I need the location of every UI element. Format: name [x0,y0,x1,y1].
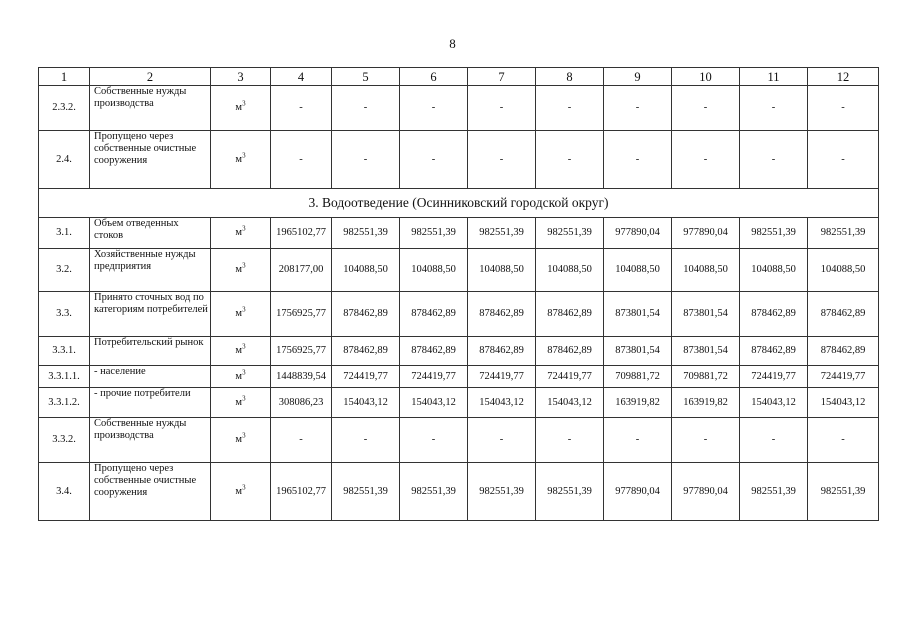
row-value: 982551,39 [400,463,468,521]
row-value: 878462,89 [332,337,400,366]
table-row [39,218,879,249]
unit-exponent: 3 [242,394,246,402]
row-value: - [672,418,740,463]
row-value: - [604,131,672,189]
row-code: 3.3.2. [39,418,90,463]
row-value: 873801,54 [672,292,740,337]
row-value: 724419,77 [808,366,879,388]
row-value: 724419,77 [400,366,468,388]
row-unit [211,292,271,337]
row-value: 982551,39 [400,218,468,249]
table-row [39,292,879,337]
unit-exponent: 3 [242,342,246,351]
row-value: - [536,418,604,463]
unit-exponent: 3 [242,224,246,233]
row-value: - [740,86,808,131]
unit-exponent: 3 [242,431,246,440]
row-value: 977890,04 [604,218,672,249]
table-row [39,86,879,131]
row-value: - [604,418,672,463]
row-value: - [536,131,604,189]
row-value: 878462,89 [400,292,468,337]
row-name: Пропущено через собственные очистные сооружения [90,131,211,189]
row-value: 873801,54 [672,337,740,366]
row-value: 982551,39 [536,463,604,521]
row-value: 878462,89 [808,292,879,337]
row-code: 3.3.1.2. [39,388,90,418]
row-value: 154043,12 [536,388,604,418]
table-row [39,249,879,292]
row-value: 878462,89 [536,337,604,366]
unit-base: м [235,227,243,238]
row-value: 878462,89 [332,292,400,337]
row-value: 724419,77 [468,366,536,388]
row-value: 724419,77 [536,366,604,388]
row-value: 104088,50 [740,249,808,292]
data-table [38,67,879,521]
column-number-header: 5 [332,68,400,86]
row-code: 3.1. [39,218,90,249]
row-value: 724419,77 [740,366,808,388]
row-value: - [808,418,879,463]
row-value: - [536,86,604,131]
row-value: 154043,12 [468,388,536,418]
row-value: - [808,131,879,189]
row-value: - [332,86,400,131]
row-name: Собственные нужды производства [90,418,211,463]
row-value: - [672,86,740,131]
row-value: 154043,12 [808,388,879,418]
row-name: Собственные нужды производства [90,86,211,131]
section-row [39,189,879,218]
row-value: - [740,418,808,463]
row-value: 878462,89 [400,337,468,366]
row-value: - [672,131,740,189]
row-name: - население [90,366,211,388]
column-number-header: 3 [211,68,271,86]
row-unit [211,337,271,366]
row-value: 878462,89 [740,292,808,337]
row-code: 3.4. [39,463,90,521]
row-value: - [468,131,536,189]
row-value: - [271,86,332,131]
row-value: 982551,39 [332,463,400,521]
table-row [39,337,879,366]
row-value: 977890,04 [672,218,740,249]
row-value: 982551,39 [536,218,604,249]
row-value: 1965102,77 [271,463,332,521]
column-number-header: 11 [740,68,808,86]
row-value: - [400,86,468,131]
row-value: 982551,39 [468,463,536,521]
row-value: 104088,50 [468,249,536,292]
row-value: 104088,50 [672,249,740,292]
row-code: 3.3.1. [39,337,90,366]
row-value: 1756925,77 [271,292,332,337]
row-unit [211,218,271,249]
unit-exponent: 3 [242,368,246,376]
unit-exponent: 3 [242,99,246,108]
row-value: 709881,72 [672,366,740,388]
unit-base: м [235,102,243,113]
column-number-header: 6 [400,68,468,86]
table-row [39,463,879,521]
row-value: 982551,39 [468,218,536,249]
column-number-header: 8 [536,68,604,86]
row-name: Объем отведенных стоков [90,218,211,249]
table-row [39,388,879,418]
row-value: 878462,89 [468,337,536,366]
row-value: - [808,86,879,131]
row-value: 982551,39 [332,218,400,249]
unit-base: м [235,264,243,275]
table-row [39,418,879,463]
row-name: Хозяйственные нужды предприятия [90,249,211,292]
row-value: 724419,77 [332,366,400,388]
page-number: 8 [449,36,456,51]
row-value: 982551,39 [740,463,808,521]
row-value: 878462,89 [808,337,879,366]
row-unit [211,131,271,189]
column-number-header: 12 [808,68,879,86]
row-value: 873801,54 [604,292,672,337]
row-value: 104088,50 [400,249,468,292]
row-value: - [271,418,332,463]
row-name: Пропущено через собственные очистные сооружения [90,463,211,521]
row-value: - [468,418,536,463]
column-number-header: 10 [672,68,740,86]
row-value: 977890,04 [672,463,740,521]
row-value: - [332,131,400,189]
row-code: 2.3.2. [39,86,90,131]
row-value: 982551,39 [808,463,879,521]
unit-base: м [235,153,243,165]
row-value: 163919,82 [672,388,740,418]
unit-base: м [235,370,243,382]
row-value: 977890,04 [604,463,672,521]
unit-exponent: 3 [242,305,246,314]
row-code: 3.2. [39,249,90,292]
table-row [39,366,879,388]
row-code: 3.3.1.1. [39,366,90,388]
row-name: Потребительский рынок [90,337,211,366]
row-unit [211,418,271,463]
row-value: - [468,86,536,131]
row-value: - [400,418,468,463]
row-value: - [332,418,400,463]
row-value: 154043,12 [332,388,400,418]
row-value: 878462,89 [740,337,808,366]
row-value: 1448839,54 [271,366,332,388]
row-value: - [740,131,808,189]
row-value: 154043,12 [740,388,808,418]
unit-base: м [235,485,243,497]
row-value: 104088,50 [332,249,400,292]
row-value: 873801,54 [604,337,672,366]
row-value: 104088,50 [536,249,604,292]
section-title: 3. Водоотведение (Осинниковский городской округ) [39,189,879,218]
row-value: - [271,131,332,189]
column-number-header: 2 [90,68,211,86]
unit-exponent: 3 [242,151,246,159]
row-value: 1756925,77 [271,337,332,366]
table-header-row [39,68,879,86]
row-value: 878462,89 [536,292,604,337]
column-number-header: 7 [468,68,536,86]
column-number-header: 4 [271,68,332,86]
row-value: 878462,89 [468,292,536,337]
row-name: Принято сточных вод по категориям потребителей [90,292,211,337]
row-value: 709881,72 [604,366,672,388]
unit-exponent: 3 [242,483,246,491]
unit-base: м [235,396,243,408]
column-number-header: 1 [39,68,90,86]
row-value: 163919,82 [604,388,672,418]
row-code: 2.4. [39,131,90,189]
row-value: 1965102,77 [271,218,332,249]
row-unit [211,463,271,521]
row-value: 982551,39 [740,218,808,249]
row-unit [211,249,271,292]
row-value: 982551,39 [808,218,879,249]
row-unit [211,366,271,388]
row-value: 104088,50 [604,249,672,292]
row-value: 104088,50 [808,249,879,292]
row-value: - [604,86,672,131]
unit-base: м [235,308,243,319]
row-name: - прочие потребители [90,388,211,418]
unit-base: м [235,434,243,445]
row-unit [211,388,271,418]
row-unit [211,86,271,131]
unit-base: м [235,345,243,356]
row-value: 308086,23 [271,388,332,418]
unit-exponent: 3 [242,261,246,270]
row-value: 154043,12 [400,388,468,418]
row-value: 208177,00 [271,249,332,292]
column-number-header: 9 [604,68,672,86]
table-row [39,131,879,189]
row-code: 3.3. [39,292,90,337]
row-value: - [400,131,468,189]
